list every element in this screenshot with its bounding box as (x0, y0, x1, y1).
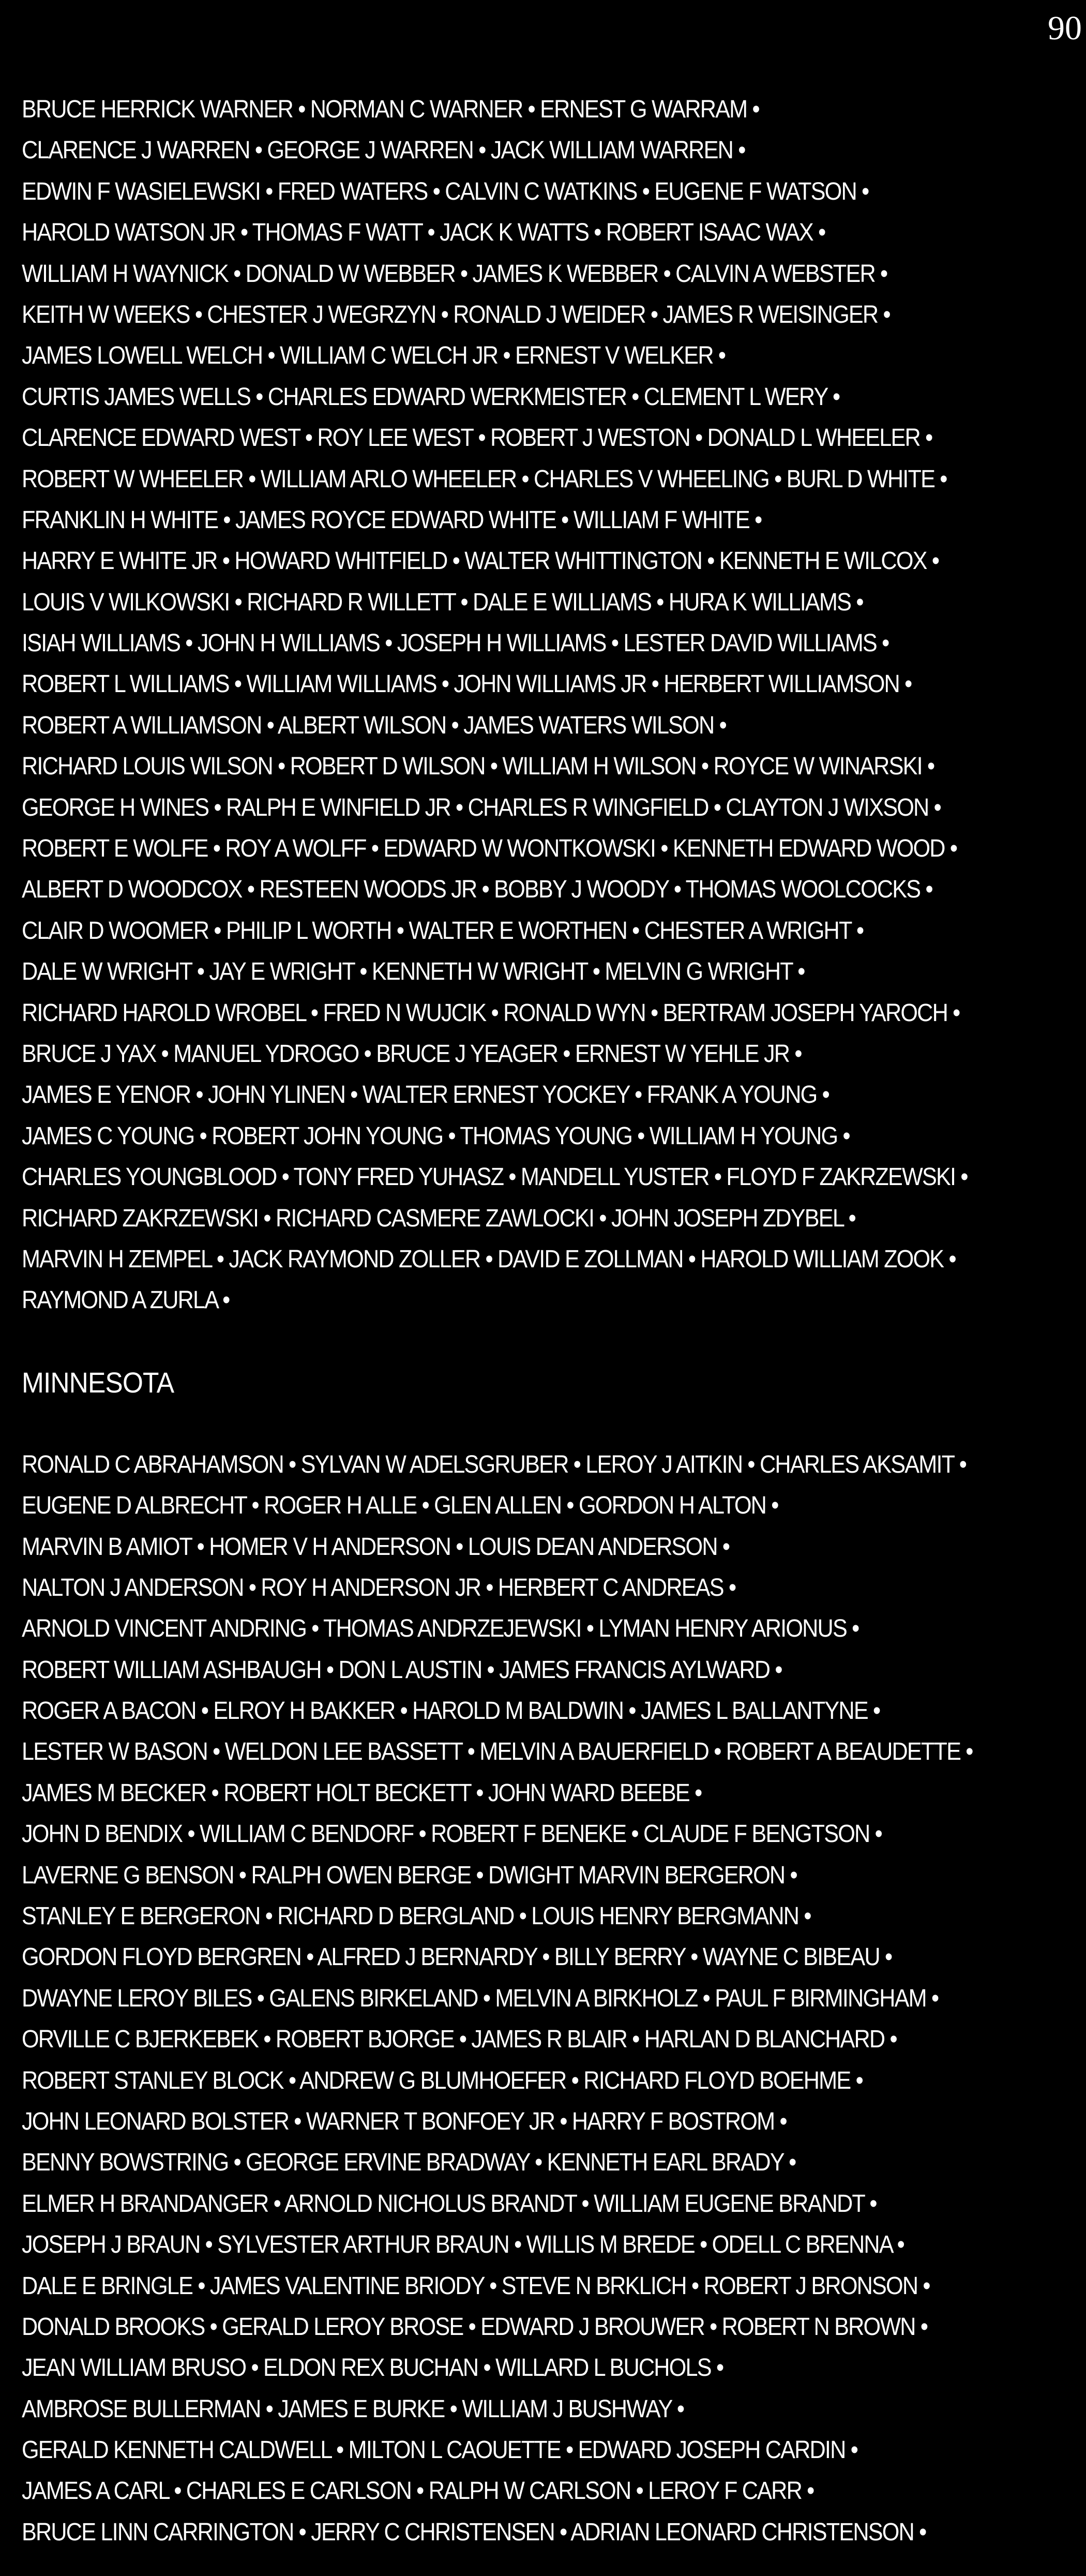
name-line: ROBERT L WILLIAMS • WILLIAM WILLIAMS • JOHN WILLIAMS JR • HERBERT WILLIAMSON • (22, 670, 912, 698)
name-line: JEAN WILLIAM BRUSO • ELDON REX BUCHAN • WILLARD L BUCHOLS • (22, 2354, 723, 2382)
name-line: DALE E BRINGLE • JAMES VALENTINE BRIODY • STEVE N BRKLICH • ROBERT J BRONSON • (22, 2272, 930, 2300)
name-line: ROBERT STANLEY BLOCK • ANDREW G BLUMHOEFER • RICHARD FLOYD BOEHME • (22, 2066, 863, 2094)
name-line: CURTIS JAMES WELLS • CHARLES EDWARD WERKMEISTER • CLEMENT L WERY • (22, 383, 840, 411)
name-line: BRUCE LINN CARRINGTON • JERRY C CHRISTENSEN • ADRIAN LEONARD CHRISTENSON • (22, 2518, 926, 2546)
name-list (22, 89, 1077, 2553)
name-line: STANLEY E BERGERON • RICHARD D BERGLAND • LOUIS HENRY BERGMANN • (22, 1903, 811, 1930)
name-line: ROBERT E WOLFE • ROY A WOLFF • EDWARD W WONTKOWSKI • KENNETH EDWARD WOOD • (22, 835, 957, 863)
name-line: WILLIAM H WAYNICK • DONALD W WEBBER • JAMES K WEBBER • CALVIN A WEBSTER • (22, 260, 887, 288)
name-line: FRANKLIN H WHITE • JAMES ROYCE EDWARD WHITE • WILLIAM F WHITE • (22, 506, 762, 534)
name-line: DALE W WRIGHT • JAY E WRIGHT • KENNETH W WRIGHT • MELVIN G WRIGHT • (22, 958, 805, 986)
name-line: BRUCE HERRICK WARNER • NORMAN C WARNER • ERNEST G WARRAM • (22, 96, 759, 123)
name-line: JAMES LOWELL WELCH • WILLIAM C WELCH JR • ERNEST V WELKER • (22, 342, 726, 370)
name-line: ROBERT W WHEELER • WILLIAM ARLO WHEELER • CHARLES V WHEELING • BURL D WHITE • (22, 465, 947, 493)
name-line: JAMES E YENOR • JOHN YLINEN • WALTER ERNEST YOCKEY • FRANK A YOUNG • (22, 1081, 829, 1109)
name-line: ARNOLD VINCENT ANDRING • THOMAS ANDRZEJEWSKI • LYMAN HENRY ARIONUS • (22, 1615, 859, 1643)
name-line: ALBERT D WOODCOX • RESTEEN WOODS JR • BOBBY J WOODY • THOMAS WOOLCOCKS • (22, 876, 932, 904)
name-line: DWAYNE LEROY BILES • GALENS BIRKELAND • MELVIN A BIRKHOLZ • PAUL F BIRMINGHAM • (22, 1984, 939, 2012)
name-line: HAROLD WATSON JR • THOMAS F WATT • JACK K WATTS • ROBERT ISAAC WAX • (22, 219, 825, 247)
name-line: ELMER H BRANDANGER • ARNOLD NICHOLUS BRANDT • WILLIAM EUGENE BRANDT • (22, 2190, 877, 2218)
name-line: JOHN D BENDIX • WILLIAM C BENDORF • ROBERT F BENEKE • CLAUDE F BENGTSON • (22, 1820, 882, 1848)
name-line: ROGER A BACON • ELROY H BAKKER • HAROLD M BALDWIN • JAMES L BALLANTYNE • (22, 1697, 880, 1725)
name-line: RICHARD LOUIS WILSON • ROBERT D WILSON • WILLIAM H WILSON • ROYCE W WINARSKI • (22, 753, 934, 781)
name-line: ROBERT A WILLIAMSON • ALBERT WILSON • JAMES WATERS WILSON • (22, 711, 726, 739)
name-line: GERALD KENNETH CALDWELL • MILTON L CAOUETTE • EDWARD JOSEPH CARDIN • (22, 2436, 858, 2464)
name-line: ISIAH WILLIAMS • JOHN H WILLIAMS • JOSEPH H WILLIAMS • LESTER DAVID WILLIAMS • (22, 630, 889, 657)
name-line: DONALD BROOKS • GERALD LEROY BROSE • EDWARD J BROUWER • ROBERT N BROWN • (22, 2313, 928, 2341)
name-line: LAVERNE G BENSON • RALPH OWEN BERGE • DWIGHT MARVIN BERGERON • (22, 1861, 797, 1889)
name-line: JOHN LEONARD BOLSTER • WARNER T BONFOEY JR • HARRY F BOSTROM • (22, 2107, 787, 2135)
name-line: BENNY BOWSTRING • GEORGE ERVINE BRADWAY • KENNETH EARL BRADY • (22, 2149, 796, 2177)
name-line: JAMES A CARL • CHARLES E CARLSON • RALPH W CARLSON • LEROY F CARR • (22, 2477, 814, 2505)
name-line: CLARENCE J WARREN • GEORGE J WARREN • JACK WILLIAM WARREN • (22, 137, 745, 164)
name-line: BRUCE J YAX • MANUEL YDROGO • BRUCE J YEAGER • ERNEST W YEHLE JR • (22, 1040, 802, 1068)
name-line: JOSEPH J BRAUN • SYLVESTER ARTHUR BRAUN • WILLIS M BREDE • ODELL C BRENNA • (22, 2231, 904, 2259)
name-line: RONALD C ABRAHAMSON • SYLVAN W ADELSGRUBER • LEROY J AITKIN • CHARLES AKSAMIT • (22, 1450, 967, 1478)
name-line: JAMES C YOUNG • ROBERT JOHN YOUNG • THOMAS YOUNG • WILLIAM H YOUNG • (22, 1122, 850, 1150)
name-line: EUGENE D ALBRECHT • ROGER H ALLE • GLEN ALLEN • GORDON H ALTON • (22, 1492, 778, 1520)
name-line: LOUIS V WILKOWSKI • RICHARD R WILLETT • DALE E WILLIAMS • HURA K WILLIAMS • (22, 588, 863, 616)
name-line: EDWIN F WASIELEWSKI • FRED WATERS • CALVIN C WATKINS • EUGENE F WATSON • (22, 177, 869, 205)
name-line: MARVIN B AMIOT • HOMER V H ANDERSON • LOUIS DEAN ANDERSON • (22, 1533, 730, 1561)
state-heading: MINNESOTA (22, 1366, 174, 1399)
name-line: KEITH W WEEKS • CHESTER J WEGRZYN • RONALD J WEIDER • JAMES R WEISINGER • (22, 301, 890, 328)
name-line: GEORGE H WINES • RALPH E WINFIELD JR • CHARLES R WINGFIELD • CLAYTON J WIXSON • (22, 793, 941, 821)
name-line: RICHARD ZAKRZEWSKI • RICHARD CASMERE ZAWLOCKI • JOHN JOSEPH ZDYBEL • (22, 1204, 855, 1232)
name-line: NALTON J ANDERSON • ROY H ANDERSON JR • HERBERT C ANDREAS • (22, 1574, 736, 1601)
name-line: CLAIR D WOOMER • PHILIP L WORTH • WALTER E WORTHEN • CHESTER A WRIGHT • (22, 917, 864, 945)
name-line: RAYMOND A ZURLA • (22, 1286, 230, 1314)
name-line: HARRY E WHITE JR • HOWARD WHITFIELD • WALTER WHITTINGTON • KENNETH E WILCOX • (22, 547, 939, 575)
name-line: ORVILLE C BJERKEBEK • ROBERT BJORGE • JAMES R BLAIR • HARLAN D BLANCHARD • (22, 2026, 897, 2054)
name-line: RICHARD HAROLD WROBEL • FRED N WUJCIK • RONALD WYN • BERTRAM JOSEPH YAROCH • (22, 999, 960, 1027)
page-number: 90 (1048, 9, 1082, 47)
name-line: MARVIN H ZEMPEL • JACK RAYMOND ZOLLER • DAVID E ZOLLMAN • HAROLD WILLIAM ZOOK • (22, 1245, 956, 1273)
name-line: AMBROSE BULLERMAN • JAMES E BURKE • WILLIAM J BUSHWAY • (22, 2395, 684, 2423)
name-line: LESTER W BASON • WELDON LEE BASSETT • MELVIN A BAUERFIELD • ROBERT A BEAUDETTE • (22, 1738, 973, 1766)
name-line: CHARLES YOUNGBLOOD • TONY FRED YUHASZ • MANDELL YUSTER • FLOYD F ZAKRZEWSKI • (22, 1163, 968, 1191)
name-line: ROBERT WILLIAM ASHBAUGH • DON L AUSTIN • JAMES FRANCIS AYLWARD • (22, 1656, 782, 1684)
name-line: CLARENCE EDWARD WEST • ROY LEE WEST • ROBERT J WESTON • DONALD L WHEELER • (22, 424, 932, 452)
name-line: JAMES M BECKER • ROBERT HOLT BECKETT • JOHN WARD BEEBE • (22, 1779, 702, 1807)
name-line: GORDON FLOYD BERGREN • ALFRED J BERNARDY • BILLY BERRY • WAYNE C BIBEAU • (22, 1943, 892, 1971)
